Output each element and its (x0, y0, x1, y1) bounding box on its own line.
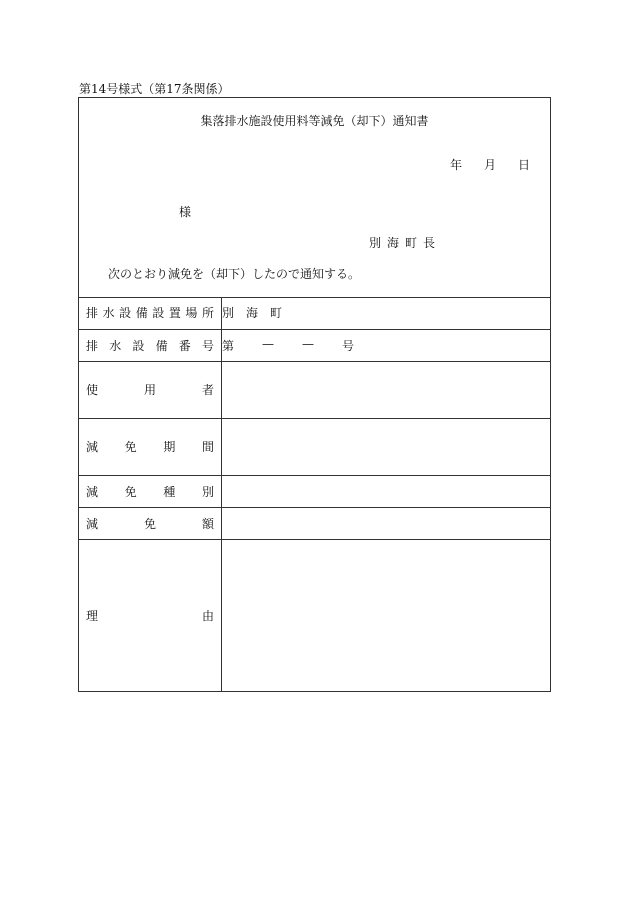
exemption-type-value (222, 475, 551, 507)
document-title: 集落排水施設使用料等減免（却下）通知書 (200, 114, 429, 128)
notice-text: 次のとおり減免を（却下）したので通知する。 (108, 267, 361, 281)
row-label: 減 免 期 間 (86, 440, 214, 454)
label-cell (79, 361, 222, 418)
form-reference: 第14号様式（第17条関係） (79, 82, 230, 96)
table-row (79, 418, 550, 475)
table-row (79, 475, 550, 507)
equipment-number-value (222, 329, 551, 361)
reason-value (222, 539, 551, 691)
label-cell (79, 329, 222, 361)
row-label: 減 免 種 別 (86, 484, 214, 499)
row-label: 排 水 設 備 番 号 (86, 338, 214, 353)
row-label: 排 水 設 備 設 置 場 所 (86, 306, 214, 321)
issuer-name: 別海町長 (369, 236, 442, 250)
table-row (79, 361, 550, 418)
table-row (79, 329, 550, 361)
date-year: 年 (449, 158, 462, 172)
table-row (79, 539, 550, 691)
table-row (79, 297, 550, 329)
number-dash-1: — (262, 336, 275, 351)
number-prefix: 第 (222, 338, 235, 353)
exemption-period-value (222, 418, 551, 475)
notice-form (78, 97, 551, 692)
table-row (79, 507, 550, 539)
date-line (450, 156, 530, 173)
label-cell (79, 475, 222, 507)
addressee-suffix: 様 (179, 205, 192, 219)
details-table (79, 297, 550, 691)
row-label: 減 免 額 (86, 516, 214, 531)
exemption-amount-value (222, 507, 551, 539)
number-suffix: 号 (342, 338, 355, 353)
label-cell (79, 297, 222, 329)
number-dash-2: — (302, 336, 315, 351)
user-value (222, 361, 551, 418)
date-day: 日 (517, 158, 530, 172)
label-cell (79, 539, 222, 691)
label-cell (79, 507, 222, 539)
date-month: 月 (483, 158, 496, 172)
location-value: 別 海 町 (222, 306, 283, 321)
row-label: 理 由 (86, 608, 214, 623)
form-header (79, 98, 550, 298)
label-cell (79, 418, 222, 475)
row-label: 使 用 者 (86, 383, 214, 397)
